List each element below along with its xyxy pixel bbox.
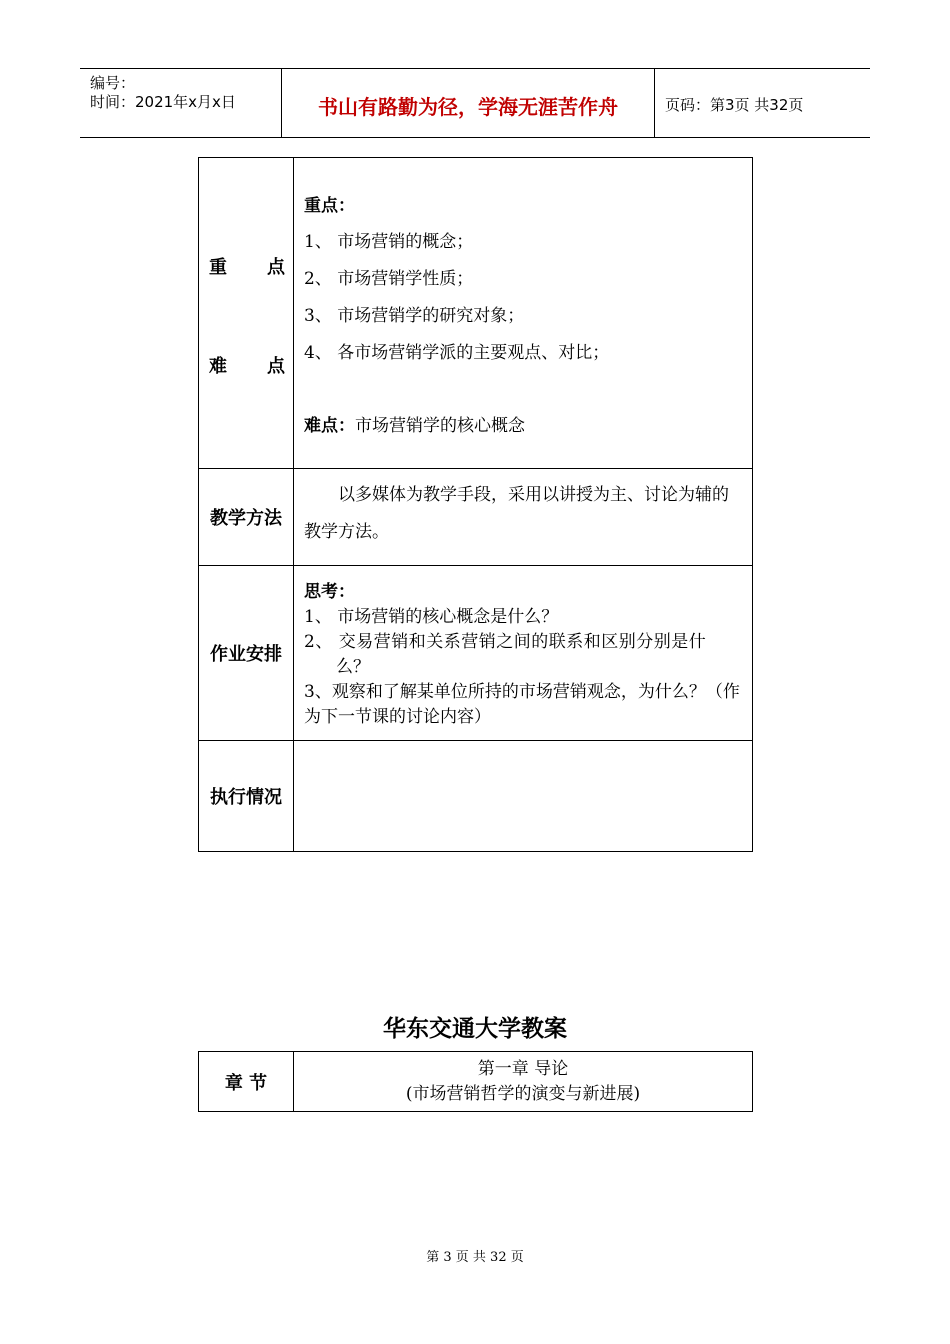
lesson-plan-title: 华东交通大学教案 (383, 1016, 567, 1042)
key-label-char-1: 重 (209, 257, 227, 278)
doc-number-label: 编号： (90, 74, 136, 92)
key-points-label-cell (199, 158, 294, 469)
motto-text: 书山有路勤为径，学海无涯苦作舟 (318, 95, 618, 119)
homework-row (199, 566, 753, 741)
page-count-label: 页码：第3页 共32页 (665, 96, 804, 114)
homework-label: 作业安排 (199, 566, 294, 741)
key-points-content (294, 158, 753, 469)
chapter-title: 第一章 导论 (477, 1058, 569, 1079)
teaching-method-text: 以多媒体为教学手段，采用以讲授为主、讨论为辅的教学方法。 (294, 469, 753, 566)
homework-question: 3、观察和了解某单位所持的市场营销观念，为什么？（作为下一节课的讨论内容） (304, 682, 740, 727)
key-point-item: 4、 各市场营销学派的主要观点、对比； (304, 343, 610, 363)
difficulty-label (209, 352, 285, 378)
key-point-item: 2、 市场营销学性质； (304, 269, 474, 289)
chapter-table (198, 1051, 753, 1112)
header-info-cell (80, 69, 282, 137)
key-points-row (199, 158, 753, 469)
chapter-subtitle: (市场营销哲学的演变与新进展) (405, 1083, 641, 1104)
teaching-method-label: 教学方法 (199, 469, 294, 566)
header-motto-cell (282, 69, 655, 137)
homework-question-continued: 么？ (336, 657, 370, 677)
homework-content (294, 566, 753, 741)
execution-content (294, 741, 753, 852)
difficulty-text: 市场营销学的核心概念 (355, 416, 525, 436)
homework-question: 2、 交易营销和关系营销之间的联系和区别分别是什 (304, 632, 707, 652)
chapter-content (294, 1052, 753, 1112)
homework-question: 1、 市场营销的核心概念是什么？ (304, 607, 559, 627)
homework-heading: 思考： (304, 582, 355, 602)
difficulty-heading: 难点： (304, 416, 355, 436)
key-label-char-2: 点 (267, 257, 285, 278)
page-header (80, 68, 870, 138)
key-point-item: 3、 市场营销学的研究对象； (304, 306, 525, 326)
key-label (209, 253, 285, 279)
difficulty-label-char-1: 难 (209, 356, 227, 377)
execution-label: 执行情况 (199, 741, 294, 852)
chapter-label: 章 节 (199, 1052, 294, 1112)
header-page-cell (655, 69, 870, 137)
difficulty-label-char-2: 点 (267, 356, 285, 377)
key-points-heading: 重点： (304, 196, 355, 216)
lesson-table (198, 157, 753, 852)
page-footer: 第 3 页 共 32 页 (426, 1250, 524, 1265)
key-point-item: 1、 市场营销的概念； (304, 232, 474, 252)
doc-time-label: 时间：2021年x月x日 (90, 93, 236, 111)
execution-row (199, 741, 753, 852)
difficulty-line (304, 408, 744, 445)
chapter-row (199, 1052, 753, 1112)
teaching-method-row (199, 469, 753, 566)
